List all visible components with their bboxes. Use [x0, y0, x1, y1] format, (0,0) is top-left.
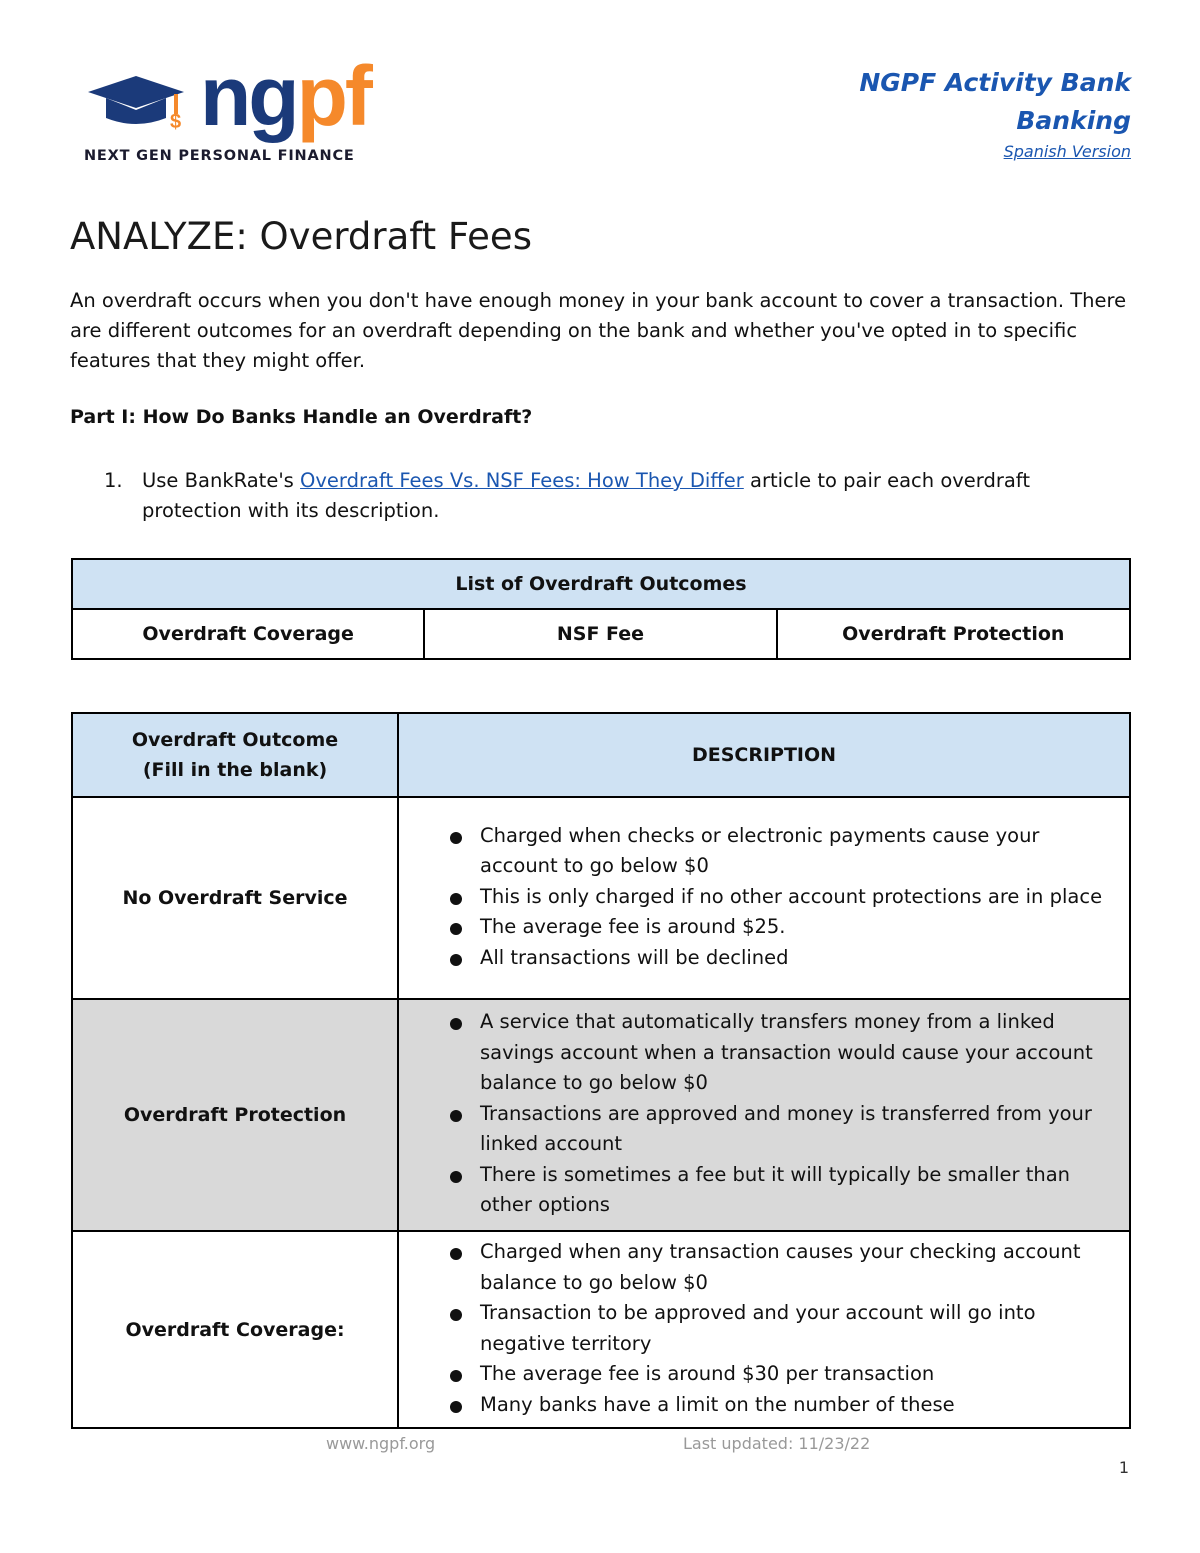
description-cell [398, 1231, 1130, 1428]
list-item: All transactions will be declined [444, 943, 1114, 974]
outcome-item: NSF Fee [424, 609, 776, 659]
list-item: Many banks have a limit on the number of these [444, 1390, 1114, 1421]
list-item: Charged when checks or electronic payments cause your account to go below $0 [444, 821, 1114, 882]
list-item: Charged when any transaction causes your checking account balance to go below $0 [444, 1237, 1114, 1298]
header-block [859, 64, 1131, 161]
outcome-item: Overdraft Protection [777, 609, 1130, 659]
part-heading: Part I: How Do Banks Handle an Overdraft? [70, 406, 533, 428]
page-title: ANALYZE: Overdraft Fees [70, 215, 532, 258]
logo-wordmark: ngpf [200, 49, 370, 143]
question-1 [70, 466, 1130, 526]
question-number: 1. [104, 469, 123, 492]
outcome-label[interactable]: Overdraft Protection [72, 999, 398, 1231]
col-header-outcome: Overdraft Outcome (Fill in the blank) [72, 713, 398, 797]
description-table [71, 712, 1131, 1429]
question-text-before: Use BankRate's [142, 469, 301, 492]
outcomes-table [71, 558, 1131, 660]
outcome-item: Overdraft Coverage [72, 609, 424, 659]
logo-tagline: NEXT GEN PERSONAL FINANCE [84, 148, 355, 164]
page-number: 1 [1118, 1458, 1129, 1477]
intro-paragraph: An overdraft occurs when you don't have enough money in your bank account to cover a transaction. There are different outcomes for an overdraft depending on the bank and whether you've opted in to specific features that they might offer. [70, 289, 1127, 372]
list-item: This is only charged if no other account protections are in place [444, 882, 1114, 913]
spanish-version-link[interactable]: Spanish Version [1003, 142, 1131, 161]
outcome-label[interactable]: No Overdraft Service [72, 797, 398, 999]
list-item: The average fee is around $25. [444, 912, 1114, 943]
svg-text:$: $ [170, 111, 182, 133]
bankrate-article-link[interactable]: Overdraft Fees Vs. NSF Fees: How They Differ [300, 469, 744, 492]
question-text-after: article to pair each overdraft protection with its description. [142, 469, 1030, 522]
table-row [72, 797, 1130, 999]
outcomes-table-title: List of Overdraft Outcomes [72, 559, 1130, 609]
list-item: A service that automatically transfers money from a linked savings account when a transaction would cause your account balance to go below $0 [444, 1007, 1114, 1099]
footer-site: www.ngpf.org [326, 1434, 436, 1453]
table-row [72, 999, 1130, 1231]
graduation-cap-icon [84, 66, 194, 146]
header-title: NGPF Activity Bank [859, 68, 1131, 97]
list-item: Transactions are approved and money is transferred from your linked account [444, 1099, 1114, 1160]
col-header-description: DESCRIPTION [398, 713, 1130, 797]
list-item: The average fee is around $30 per transaction [444, 1359, 1114, 1390]
list-item: Transaction to be approved and your account will go into negative territory [444, 1298, 1114, 1359]
description-cell [398, 999, 1130, 1231]
table-row [72, 1231, 1130, 1428]
ngpf-logo [84, 49, 384, 170]
footer-updated: Last updated: 11/23/22 [683, 1434, 871, 1453]
header-subtitle: Banking [1016, 106, 1131, 135]
list-item: There is sometimes a fee but it will typically be smaller than other options [444, 1160, 1114, 1221]
outcome-label[interactable]: Overdraft Coverage: [72, 1231, 398, 1428]
description-cell [398, 797, 1130, 999]
